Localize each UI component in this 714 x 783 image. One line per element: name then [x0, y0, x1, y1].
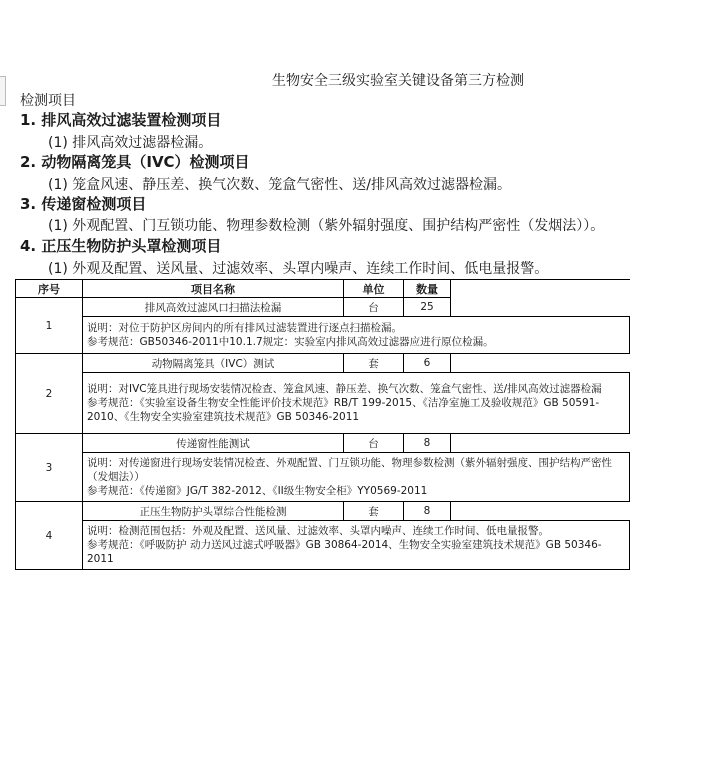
table-row: [16, 502, 630, 521]
document-subtitle: 检测项目: [20, 93, 76, 109]
row-item-name: 传递窗性能测试: [83, 434, 344, 453]
row-unit: 套: [344, 354, 404, 373]
table-row-detail: [16, 373, 630, 434]
row-reference: 参考规范：《传递窗》JG/T 382-2012、《II级生物安全柜》YY0569-2011: [87, 485, 428, 497]
row-blank: [451, 502, 630, 521]
row-description: 说明：对位于防护区房间内的所有排风过滤装置进行逐点扫描检漏。: [87, 322, 402, 334]
row-reference: 参考规范：《实验室设备生物安全性能评价技术规范》RB/T 199-2015、《洁净室施工及验收规范》GB 50591-2010、《生物安全实验室建筑技术规范》GB 50346-2011: [87, 397, 600, 423]
table-row: [16, 298, 630, 317]
table-header-row: [16, 280, 630, 298]
header-qty: 数量: [404, 280, 451, 298]
row-unit: 套: [344, 502, 404, 521]
table-row-detail: [16, 317, 630, 354]
table-row: [16, 434, 630, 453]
section-item-4: (1) 外观及配置、送风量、过滤效率、头罩内噪声、连续工作时间、低电量报警。: [48, 261, 549, 277]
section-heading-2: 2. 动物隔离笼具（IVC）检测项目: [20, 153, 250, 171]
header-blank: [451, 280, 630, 298]
row-qty: 8: [404, 434, 451, 453]
row-reference: 参考规范：GB50346-2011中10.1.7规定：实验室内排风高效过滤器应进行原位检漏。: [87, 336, 494, 348]
row-unit: 台: [344, 298, 404, 317]
header-unit: 单位: [344, 280, 404, 298]
section-heading-1: 1. 排风高效过滤装置检测项目: [20, 111, 222, 129]
section-heading-4: 4. 正压生物防护头罩检测项目: [20, 237, 222, 255]
row-index: 2: [16, 354, 83, 434]
row-item-name: 动物隔离笼具（IVC）测试: [83, 354, 344, 373]
section-item-1: (1) 排风高效过滤器检漏。: [48, 135, 213, 151]
header-name: 项目名称: [83, 280, 344, 298]
table-row: [16, 354, 630, 373]
row-blank: [451, 354, 630, 373]
header-index: 序号: [16, 280, 83, 298]
row-description: 说明：检测范围包括：外观及配置、送风量、过滤效率、头罩内噪声、连续工作时间、低电量报警。: [87, 525, 549, 537]
document-title: 生物安全三级实验室关键设备第三方检测: [272, 73, 524, 89]
row-unit: 台: [344, 434, 404, 453]
row-blank: [451, 434, 630, 453]
row-reference: 参考规范：《呼吸防护 动力送风过滤式呼吸器》GB 30864-2014、生物安全实验室建筑技术规范》GB 50346-2011: [87, 539, 602, 565]
row-description: 说明：对IVC笼具进行现场安装情况检查、笼盒风速、静压差、换气次数、笼盒气密性、送/排风高效过滤器检漏: [87, 383, 602, 395]
row-index: 3: [16, 434, 83, 502]
row-qty: 8: [404, 502, 451, 521]
inspection-table: [15, 279, 630, 570]
row-index: 4: [16, 502, 83, 570]
row-index: 1: [16, 298, 83, 354]
row-qty: 6: [404, 354, 451, 373]
section-item-3: (1) 外观配置、门互锁功能、物理参数检测（紫外辐射强度、围护结构严密性（发烟法））。: [48, 218, 605, 234]
row-item-name: 正压生物防护头罩综合性能检测: [83, 502, 344, 521]
page-margin-marker: [0, 76, 6, 106]
table-row-detail: [16, 453, 630, 502]
table-row-detail: [16, 521, 630, 570]
row-description: 说明：对传递窗进行现场安装情况检查、外观配置、门互锁功能、物理参数检测（紫外辐射强度、围护结构严密性（发烟法））: [87, 457, 612, 483]
row-qty: 25: [404, 298, 451, 317]
row-blank: [451, 298, 630, 317]
row-item-name: 排风高效过滤风口扫描法检漏: [83, 298, 344, 317]
section-heading-3: 3. 传递窗检测项目: [20, 195, 147, 213]
section-item-2: (1) 笼盒风速、静压差、换气次数、笼盒气密性、送/排风高效过滤器检漏。: [48, 177, 511, 193]
